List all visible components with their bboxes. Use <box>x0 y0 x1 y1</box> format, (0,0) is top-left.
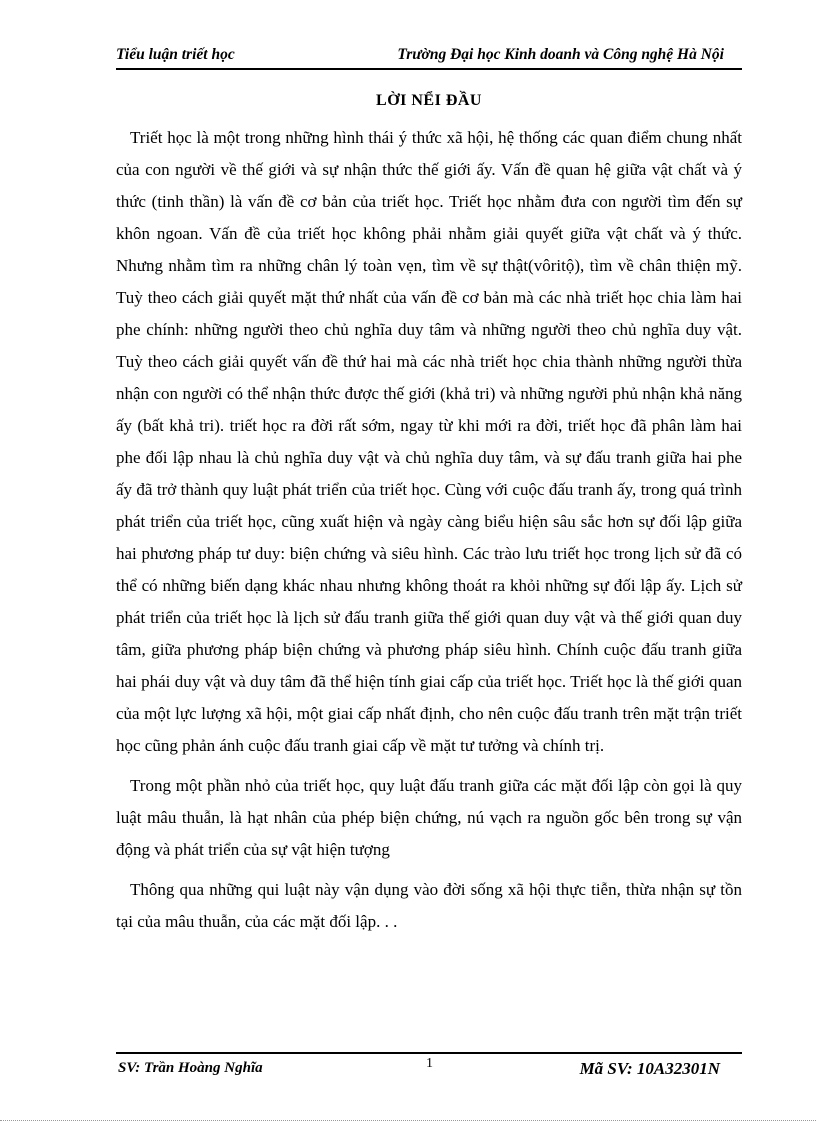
paragraph: Trong một phần nhỏ của triết học, quy luật đấu tranh giữa các mặt đối lập còn gọi là quy luật mâu thuẫn, là hạt nhân của phép biện chứng, nú vạch ra nguồn gốc bên trong sự vận động và phát triển của sự vật hiện tượng <box>116 776 742 859</box>
page-edge-divider <box>0 1120 816 1121</box>
page-header <box>116 44 742 70</box>
page-title: LỜI NỂI ĐẦU <box>376 92 482 109</box>
footer-student-id: Mã SV: 10A32301N <box>579 1059 720 1078</box>
document-body <box>116 122 742 946</box>
header-course-title: Tiểu luận triết học <box>116 46 235 63</box>
page-number: 1 <box>426 1056 433 1071</box>
footer-student-name: SV: Trần Hoàng Nghĩa <box>118 1060 263 1076</box>
header-university: Trường Đại học Kinh doanh và Công nghệ Hà Nội <box>397 46 724 63</box>
paragraph: Thông qua những qui luật này vận dụng vào đời sống xã hội thực tiễn, thừa nhận sự tồn tại của mâu thuẫn, của các mặt đối lập. . . <box>116 880 742 931</box>
paragraph: Triết học là một trong những hình thái ý thức xã hội, hệ thống các quan điểm chung nhất của con người về thế giới và sự nhận thức thế giới ấy. Vấn đề quan hệ giữa vật chất và ý thức (tinh thần) là vấn đề cơ bản của triết học. Triết học nhằm đưa con người tìm đến sự khôn ngoan. Vấn đề của triết học không phải nhằm giải quyết giữa vật chất và ý thức. Nhưng nhằm tìm ra những chân lý toàn vẹn, tìm về sự thật(vôritộ), tìm về chân thiện mỹ. Tuỳ theo cách giải quyết mặt thứ nhất của vấn đề cơ bản mà các nhà triết học chia làm hai phe chính: những người theo chủ nghĩa duy tâm và những người theo chủ nghĩa duy vật. Tuỳ theo cách giải quyết vấn đề thứ hai mà các nhà triết học chia thành những người thừa nhận con người có thể nhận thức được thế giới (khả tri) và những người phủ nhận khả năng ấy (bất khả tri). triết học ra đời rất sớm, ngay từ khi mới ra đời, triết học đã phân làm hai phe đối lập nhau là chủ nghĩa duy vật và chủ nghĩa duy tâm, và sự đấu tranh giữa hai phe ấy đã trở thành quy luật phát triển của triết học. Cùng với cuộc đấu tranh ấy, trong quá trình phát triển của triết học, cũng xuất hiện và ngày càng biểu hiện sâu sắc hơn sự đối lập giữa hai phương pháp tư duy: biện chứng và siêu hình. Các trào lưu triết học trong lịch sử đã có thể có những biến dạng khác nhau nhưng không thoát ra khỏi những sự đối lập ấy. Lịch sử phát triển của triết học là lịch sử đấu tranh giữa thế giới quan duy vật và thế giới quan duy tâm, giữa phương pháp biện chứng và phương pháp siêu hình. Chính cuộc đấu tranh giữa hai phái duy vật và duy tâm đã thể hiện tính giai cấp của triết học. Triết học là thế giới quan của một lực lượng xã hội, một giai cấp nhất định, cho nên cuộc đấu tranh trên mặt trận triết học cũng phản ánh cuộc đấu tranh giai cấp về mặt tư tưởng và chính trị. <box>116 128 742 755</box>
page-footer <box>116 1052 742 1084</box>
